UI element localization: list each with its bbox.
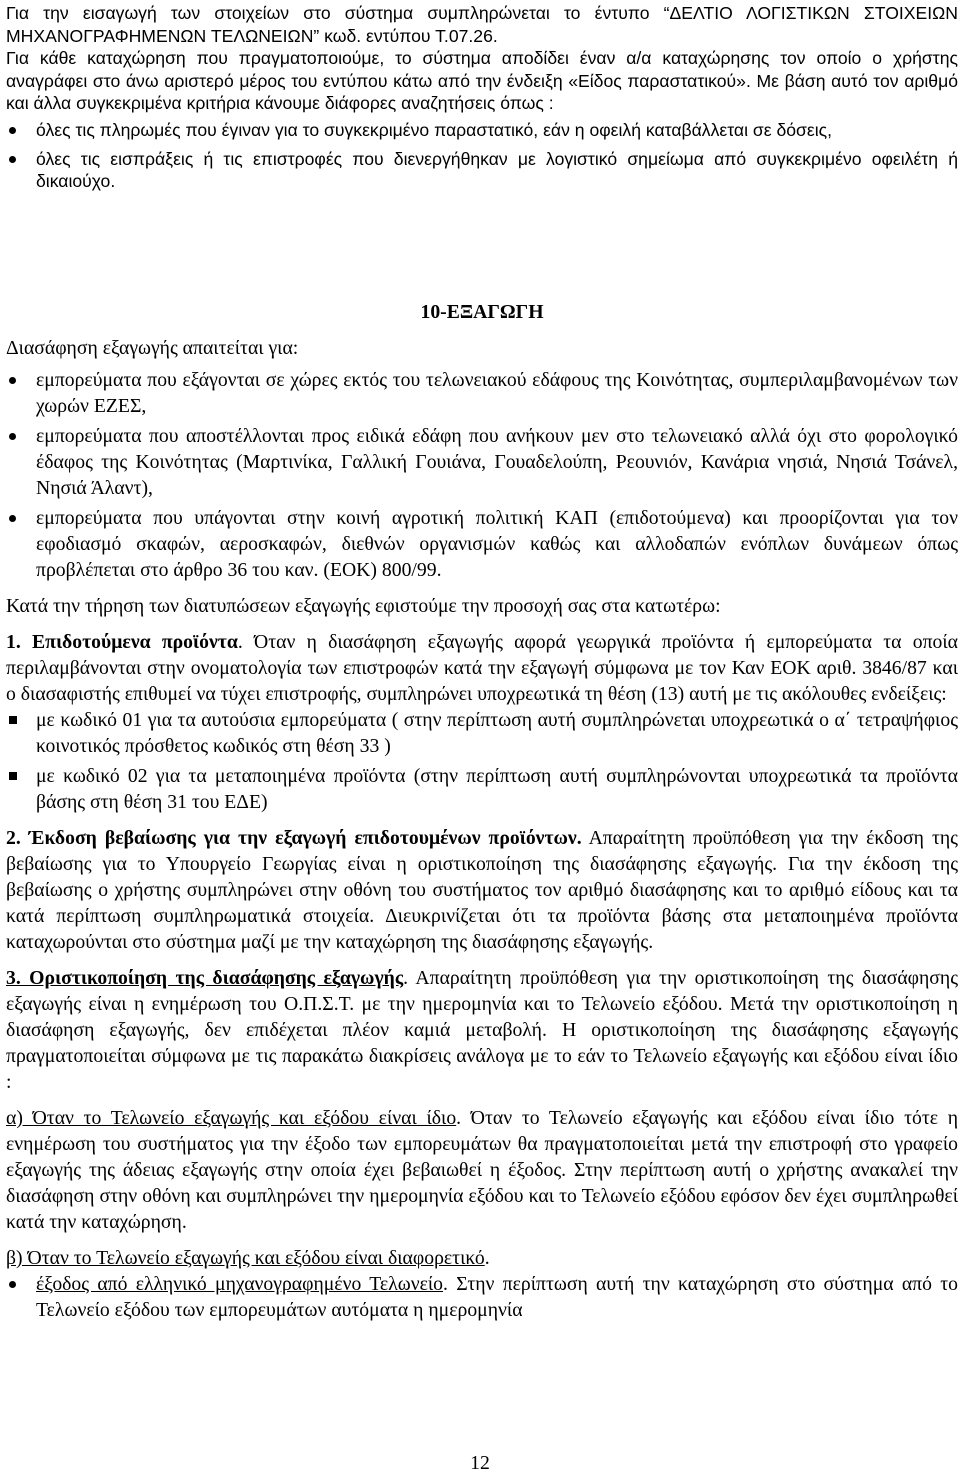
attention-paragraph: Κατά την τήρηση των διατυπώσεων εξαγωγής εφιστούμε την προσοχή σας στα κατωτέρω: (6, 595, 721, 617)
list-item (6, 707, 958, 759)
list-item (6, 505, 958, 583)
intro-block (6, 2, 958, 193)
case-b-title: β) Όταν το Τελωνείο εξαγωγής και εξόδου είναι διαφορετικό (6, 1247, 485, 1269)
section-lead: Διασάφηση εξαγωγής απαιτείται για: (6, 337, 299, 359)
item-1-title: 1. Επιδοτούμενα προϊόντα (6, 631, 238, 653)
export-bullet-list (6, 367, 958, 583)
export-section (6, 299, 958, 1323)
item-2-text: Απαραίτητη προϋπόθεση για την έκδοση της βεβαίωσης για το Υπουργείο Γεωργίας είναι η οριστικοποίηση της διασάφησης εξαγωγής. Για την έκδοση της βεβαίωσης ο χρήστης συμπληρώνει στην οθόνη του συστήματος τον αριθμό διασάφησης και το αριθμό είδους και τα κατά περίπτωση συμπληρωματικά στοιχεία. Διευκρινίζεται ότι τα προϊόντα βάσης στα μεταποιημένα προϊόντα καταχωρούνται στο σύστημα μαζί με την καταχώρηση της διασάφησης εξαγωγής. (6, 827, 958, 953)
list-item-text: με κωδικό 01 για τα αυτούσια εμπορεύματα ( στην περίπτωση αυτή συμπληρώνεται υποχρεωτικά ο α΄ τετραψήφιος κοινοτικός πρόσθετος κωδικός στη θέση 33 ) (36, 709, 958, 757)
item-2-title: 2. Έκδοση βεβαίωσης για την εξαγωγή επιδοτουμένων προϊόντων. (6, 827, 582, 849)
list-item-text: εμπορεύματα που υπάγονται στην κοινή αγροτική πολιτική ΚΑΠ (επιδοτούμενα) και προορίζονται για τον εφοδιασμό σκαφών, αεροσκαφών, διεθνών οργανισμών καθώς και αλλοδαπών ενόπλων δυνάμεων όπως προβλέπεται στο άρθρο 36 του καν. (ΕΟΚ) 800/99. (36, 507, 958, 581)
item-3-paragraph (6, 965, 958, 1095)
case-b-bullet-title: έξοδος από ελληνικό μηχανογραφημένο Τελωνείο (36, 1273, 444, 1295)
case-a-paragraph (6, 1105, 958, 1235)
item-1-text: . Όταν η διασάφηση εξαγωγής αφορά γεωργικά προϊόντα ή εμπορεύματα τα οποία περιλαμβάνονται στην ονοματολογία των επιστροφών κατά την εξαγωγή σύμφωνα με τον Καν ΕΟΚ αριθ. 3846/87 και ο διασαφιστής επιθυμεί να τύχει επιστροφής, συμπληρώνει υποχρεωτικά τη θέση (13) αυτή με τις ακόλουθες ενδείξεις: (6, 631, 958, 705)
intro-paragraph-1: Για την εισαγωγή των στοιχείων στο σύστημα συμπληρώνεται το έντυπο “ΔΕΛΤΙΟ ΛΟΓΙΣΤΙΚΩΝ ΣΤΟΙΧΕΙΩΝ ΜΗΧΑΝΟΓΡΑΦΗΜΕΝΩΝ ΤΕΛΩΝΕΙΩΝ” κωδ. εντύπου Τ.07.26. (6, 3, 958, 46)
list-item-text: με κωδικό 02 για τα μεταποιημένα προϊόντα (στην περίπτωση αυτή συμπληρώνονται υποχρεωτικά τα προϊόντα βάσης στη θέση 31 του ΕΔΕ) (36, 765, 958, 813)
list-item-text: όλες τις εισπράξεις ή τις επιστροφές που διενεργήθηκαν με λογιστικό σημείωμα από συγκεκριμένο οφειλέτη ή δικαιούχο. (36, 148, 958, 192)
page-number: 12 (470, 1452, 490, 1474)
case-b-bullet-text: . Στην περίπτωση αυτή την καταχώρηση στο σύστημα από το Τελωνείο εξόδου των εμπορευμάτων αυτόματα η ημερομηνία (36, 1273, 959, 1321)
list-item (6, 763, 958, 815)
list-item-text: όλες τις πληρωμές που έγιναν για το συγκεκριμένο παραστατικό, εάν η οφειλή καταβάλλεται σε δόσεις, (36, 119, 833, 140)
intro-paragraph-2: Για κάθε καταχώρηση που πραγματοποιούμε, το σύστημα αποδίδει έναν α/α καταχώρησης τον οποίο ο χρήστης αναγράφει στο άνω αριστερό μέρος του εντύπου κάτω από την ένδειξη «Είδος παραστατικού». Με βάση αυτό τον αριθμό και άλλα συγκεκριμένα κριτήρια κάνουμε διάφορες αναζητήσεις όπως : (6, 48, 958, 114)
list-item (6, 423, 958, 501)
list-item (6, 367, 958, 419)
section-heading: 10-ΕΞΑΓΩΓΗ (420, 301, 544, 323)
list-item-text: εμπορεύματα που εξάγονται σε χώρες εκτός του τελωνειακού εδάφους της Κοινότητας, συμπεριλαμβανομένων των χωρών ΕΖΕΣ, (36, 369, 958, 417)
case-a-text: . Όταν το Τελωνείο εξαγωγής και εξόδου είναι ίδιο τότε η ενημέρωση του συστήματος για την έξοδο των εμπορευμάτων θα πραγματοποιείται μετά την επιστροφή στο γραφείο εξαγωγής της άδειας εξαγωγής στην οποία έχει βεβαιωθεί η έξοδος. Στην περίπτωση αυτή ο χρήστης ανακαλεί την διασάφηση στην οθόνη και συμπληρώνει την ημερομηνία εξόδου και το Τελωνείο εξόδου εφόσον δεν έχει συμπληρωθεί κατά την καταχώρηση. (6, 1107, 958, 1233)
item-1-bullet-list (6, 707, 958, 815)
list-item (6, 1271, 958, 1323)
list-item-text: εμπορεύματα που αποστέλλονται προς ειδικά εδάφη που ανήκουν μεν στο τελωνειακό αλλά όχι στο φορολογικό έδαφος της Κοινότητας (Μαρτινίκα, Γαλλική Γουιάνα, Γουαδελούπη, Ρεουνιόν, Κανάρια νησιά, Νησιά Τσάνελ, Νησιά Άλαντ), (36, 425, 958, 499)
case-b-title-end: . (484, 1247, 490, 1269)
item-1-paragraph (6, 629, 958, 707)
case-b-bullet-list (6, 1271, 958, 1323)
case-b-paragraph (6, 1245, 958, 1271)
item-2-paragraph (6, 825, 958, 955)
item-3-title: 3. Οριστικοποίηση της διασάφησης εξαγωγής (6, 967, 404, 989)
case-a-title: α) Όταν το Τελωνείο εξαγωγής και εξόδου είναι ίδιο (6, 1107, 457, 1129)
list-item (6, 148, 958, 193)
intro-bullet-list (6, 119, 958, 193)
list-item (6, 119, 958, 142)
item-3-text: . Απαραίτητη προϋπόθεση για την οριστικοποίηση της διασάφησης εξαγωγής είναι η ενημέρωση του Ο.Π.Σ.Τ. με την ημερομηνία και το Τελωνείο εξόδου. Μετά την οριστικοποίηση η διασάφηση εξαγωγής, δεν επιδέχεται πλέον καμιά μεταβολή. Η οριστικοποίηση της διασάφησης εξαγωγής πραγματοποιείται σύμφωνα με τις παρακάτω διακρίσεις ανάλογα με το εάν το Τελωνείο εξαγωγής και εξόδου είναι ίδιο : (6, 967, 958, 1093)
